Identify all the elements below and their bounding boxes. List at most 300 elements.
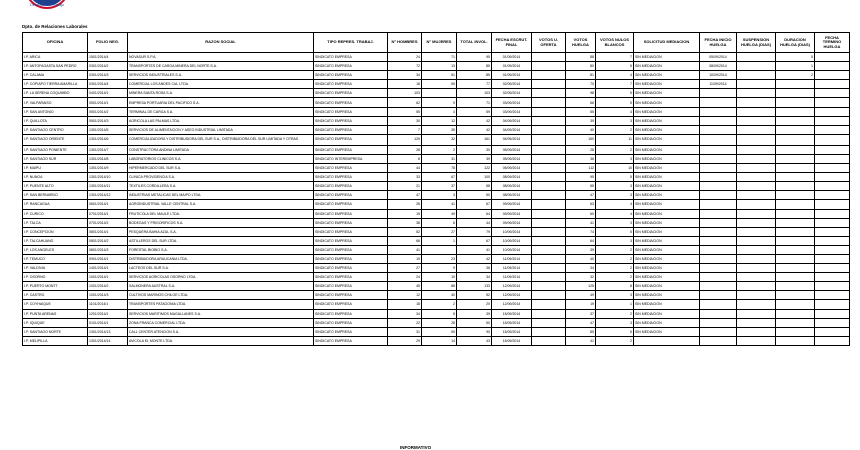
table-cell — [737, 71, 776, 80]
table-cell — [815, 336, 850, 345]
table-cell — [700, 282, 737, 291]
table-cell: SIN MEDIACION — [634, 80, 700, 89]
table-cell — [737, 173, 776, 182]
table-cell: 95 — [457, 53, 492, 62]
table-cell: 15/09/2014 — [492, 327, 532, 336]
table-cell: 49 — [566, 291, 596, 300]
table-cell: SERVICIOS DE ALIMENTACION Y ASEO INDUSTRIAL LIMITADA — [128, 125, 314, 134]
table-cell — [776, 107, 815, 116]
table-cell: 2 — [596, 273, 634, 282]
table-cell — [815, 154, 850, 163]
table-cell: 80 — [566, 62, 596, 71]
table-cell — [532, 173, 566, 182]
table-cell: 33 — [388, 173, 422, 182]
column-header: VOTOS NULOS BLANCOS — [596, 33, 634, 53]
table-cell: 0801/2014/1 — [88, 227, 128, 236]
column-header: TIPO REPRES. TRABAJ. — [314, 33, 388, 53]
table-cell: SINDICATO EMPRESA — [314, 227, 388, 236]
table-cell: 3 — [596, 291, 634, 300]
table-cell — [815, 273, 850, 282]
table-cell: 18 — [388, 300, 422, 309]
table-cell: I.P. PUENTE ALTO — [23, 182, 88, 191]
table-cell: 47 — [566, 191, 596, 200]
table-cell: I.P. SANTIAGO PONIENTE — [23, 145, 88, 154]
table-cell: 64 — [566, 236, 596, 245]
table-cell: 10 — [422, 273, 457, 282]
table-cell — [532, 291, 566, 300]
table-cell: 1 — [422, 236, 457, 245]
table-cell: I.P. SAN ANTONIO — [23, 107, 88, 116]
table-cell: 19 — [566, 300, 596, 309]
table-cell: NOVASUR S.P.A. — [128, 53, 314, 62]
table-cell — [737, 264, 776, 273]
table-cell — [532, 182, 566, 191]
table-cell: I.P. SANTIAGO ORIENTE — [23, 134, 88, 145]
table-cell — [776, 116, 815, 125]
table-cell — [815, 62, 850, 71]
table-cell: SINDICATO EMPRESA — [314, 182, 388, 191]
table-cell: 14 — [422, 336, 457, 345]
table-cell: 4 — [596, 200, 634, 209]
table-cell: 1301/2014/13 — [88, 327, 128, 336]
table-cell — [737, 145, 776, 154]
table-cell: 5 — [596, 62, 634, 71]
table-cell — [532, 154, 566, 163]
table-cell — [532, 71, 566, 80]
table-cell: 41 — [422, 200, 457, 209]
table-cell: 8 — [388, 154, 422, 163]
table-cell: 2 — [596, 309, 634, 318]
table-cell: I.P. SAN BERNARDO — [23, 191, 88, 200]
table-cell: SIN MEDIACION — [634, 218, 700, 227]
table-cell: I.P. VALPARAISO — [23, 98, 88, 107]
table-cell — [815, 145, 850, 154]
table-cell: I.P. CALAMA — [23, 71, 88, 80]
table-cell: SINDICATO EMPRESA — [314, 209, 388, 218]
table-cell: I.P. CASTRO — [23, 291, 88, 300]
table-cell: 41 — [457, 245, 492, 254]
table-cell: SINDICATO EMPRESA — [314, 134, 388, 145]
table-cell: 5 — [776, 53, 815, 62]
table-cell — [700, 164, 737, 173]
table-cell: ZONA FRANCA COMERCIAL LTDA. — [128, 318, 314, 327]
table-cell: I.P. PUERTO MONTT — [23, 282, 88, 291]
table-cell — [532, 236, 566, 245]
table-cell: 41 — [388, 245, 422, 254]
table-cell: I.P. MELIPILLA — [23, 336, 88, 345]
table-cell: I.P. PUNTA ARENAS — [23, 309, 88, 318]
table-cell — [700, 327, 737, 336]
table-cell: SINDICATO EMPRESA — [314, 53, 388, 62]
table-cell — [700, 209, 737, 218]
table-cell — [737, 164, 776, 173]
table-cell — [737, 200, 776, 209]
table-cell — [776, 164, 815, 173]
table-cell: 3 — [422, 191, 457, 200]
table-cell: 39 — [457, 309, 492, 318]
table-cell — [700, 236, 737, 245]
table-cell: 67 — [422, 173, 457, 182]
table-cell — [776, 245, 815, 254]
table-cell: 8 — [596, 282, 634, 291]
table-cell: SIN MEDIACION — [634, 264, 700, 273]
table-cell: 100 — [457, 173, 492, 182]
table-cell: 88 — [422, 282, 457, 291]
table-cell: 09/09/2014 — [492, 209, 532, 218]
table-cell: 85 — [457, 62, 492, 71]
table-cell: 10 — [596, 164, 634, 173]
table-cell: 49 — [422, 209, 457, 218]
table-cell: I.P. OSORNO — [23, 273, 88, 282]
table-cell — [776, 318, 815, 327]
table-row — [23, 218, 850, 227]
table-cell: 2 — [776, 71, 815, 80]
table-cell: 44 — [388, 164, 422, 173]
table-row — [23, 236, 850, 245]
table-cell: 11/09/2014 — [492, 273, 532, 282]
table-cell — [532, 309, 566, 318]
table-cell: SINDICATO EMPRESA — [314, 254, 388, 263]
table-cell: 47 — [388, 191, 422, 200]
table-cell: 67 — [457, 236, 492, 245]
table-cell: 03/09/2014 — [492, 98, 532, 107]
table-cell: 24 — [388, 53, 422, 62]
table-cell — [737, 154, 776, 163]
table-cell: 78 — [422, 164, 457, 173]
table-cell — [532, 327, 566, 336]
table-cell: 24 — [388, 273, 422, 282]
table-cell — [532, 300, 566, 309]
table-cell — [737, 89, 776, 98]
table-cell: CULTIVOS MARINOS CHILOE LTDA. — [128, 291, 314, 300]
table-cell: 50 — [457, 191, 492, 200]
table-cell — [776, 191, 815, 200]
table-cell — [815, 282, 850, 291]
table-cell: 88 — [566, 53, 596, 62]
table-cell: I.P. CONCEPCION — [23, 227, 88, 236]
table-cell: 103 — [457, 89, 492, 98]
table-cell: 3 — [596, 154, 634, 163]
table-cell: 30 — [457, 145, 492, 154]
table-cell — [776, 125, 815, 134]
table-cell — [700, 145, 737, 154]
table-cell — [776, 89, 815, 98]
table-cell: SIN MEDIACION — [634, 116, 700, 125]
table-cell — [815, 209, 850, 218]
table-row — [23, 318, 850, 327]
table-cell: 5 — [422, 309, 457, 318]
table-cell: 26 — [388, 200, 422, 209]
table-cell: I.P. RANCAGUA — [23, 200, 88, 209]
table-cell — [776, 218, 815, 227]
table-cell: SINDICATO EMPRESA — [314, 236, 388, 245]
table-cell — [532, 191, 566, 200]
table-cell: 64 — [457, 209, 492, 218]
table-cell — [737, 227, 776, 236]
table-cell: 18 — [388, 80, 422, 89]
table-cell: SIN MEDIACION — [634, 125, 700, 134]
table-row — [23, 125, 850, 134]
table-cell: 161 — [457, 134, 492, 145]
table-cell — [532, 125, 566, 134]
table-cell: 28 — [422, 318, 457, 327]
table-cell: 3 — [596, 116, 634, 125]
table-cell: 71 — [422, 53, 457, 62]
table-cell — [700, 200, 737, 209]
table-cell — [776, 134, 815, 145]
table-cell: 0701/2014/1 — [88, 209, 128, 218]
table-cell: 05/09/2014 — [492, 154, 532, 163]
table-cell — [737, 98, 776, 107]
table-cell: 01/09/2014 — [492, 53, 532, 62]
table-row — [23, 245, 850, 254]
table-cell: SIN MEDIACION — [634, 191, 700, 200]
table-cell — [700, 89, 737, 98]
column-header: SUSPENSION HUELGA (DIAS) — [737, 33, 776, 53]
table-cell — [532, 89, 566, 98]
table-cell: LACTEOS DEL SUR S.A. — [128, 264, 314, 273]
table-cell: 34 — [388, 71, 422, 80]
table-cell — [532, 318, 566, 327]
table-cell: I.P. NUNOA — [23, 173, 88, 182]
table-cell — [700, 173, 737, 182]
table-cell: FRUTICOLA DEL MAULE LTDA. — [128, 209, 314, 218]
table-cell: SIN MEDIACION — [634, 154, 700, 163]
column-header: FECHA INICIO HUELGA — [700, 33, 737, 53]
table-cell: 122 — [457, 164, 492, 173]
table-row — [23, 254, 850, 263]
table-cell: 67 — [457, 200, 492, 209]
table-cell: 1301/2014/10 — [88, 173, 128, 182]
table-cell: 28 — [566, 145, 596, 154]
table-cell: 63 — [566, 200, 596, 209]
table-row — [23, 164, 850, 173]
table-cell: 95 — [566, 173, 596, 182]
table-cell: COMERCIALIZADORA Y DISTRIBUIDORA DEL SUR S.A., DISTRIBUIDORA DEL SUR LIMITADA Y OTRAS — [128, 134, 314, 145]
table-cell — [532, 62, 566, 71]
table-cell: 08/09/2014 — [492, 173, 532, 182]
table-cell: 05/09/2014 — [492, 164, 532, 173]
table-cell: TEXTILES CORDILLERA S.A. — [128, 182, 314, 191]
table-cell: I.P. LA SERENA COQUIMBO — [23, 89, 88, 98]
table-cell — [815, 80, 850, 89]
table-cell: I.P. ARICA — [23, 53, 88, 62]
table-cell — [700, 300, 737, 309]
table-cell: SALMONERA AUSTRAL S.A. — [128, 282, 314, 291]
column-header: RAZON SOCIAL — [128, 33, 314, 53]
table-cell: 10/09/2014 — [492, 227, 532, 236]
table-row — [23, 336, 850, 345]
table-cell: 0901/2014/1 — [88, 254, 128, 263]
table-cell — [815, 98, 850, 107]
table-cell — [700, 273, 737, 282]
table-cell: 1001/2014/3 — [88, 291, 128, 300]
table-cell: 55 — [566, 182, 596, 191]
table-cell: 09/09/2014 — [492, 218, 532, 227]
table-cell: 3 — [596, 236, 634, 245]
table-cell: 10/09/2014 — [492, 245, 532, 254]
table-cell — [815, 236, 850, 245]
table-cell: CLINICA PROVIDENCIA S.A. — [128, 173, 314, 182]
table-row — [23, 191, 850, 200]
table-cell: 15/09/2014 — [492, 318, 532, 327]
table-cell: 1001/2014/2 — [88, 282, 128, 291]
table-cell: SIN MEDIACION — [634, 164, 700, 173]
table-cell: 1301/2014/12 — [88, 191, 128, 200]
table-cell: 0301/2014/2 — [88, 62, 128, 71]
table-cell — [532, 227, 566, 236]
table-cell: SINDICATO EMPRESA — [314, 245, 388, 254]
table-cell: 1301/2014/9 — [88, 164, 128, 173]
table-cell: SIN MEDIACION — [634, 282, 700, 291]
table-cell: 15 — [388, 209, 422, 218]
table-cell: 32 — [566, 273, 596, 282]
table-cell: 10/09/2014 — [700, 71, 737, 80]
table-cell: 4 — [596, 209, 634, 218]
table-row — [23, 80, 850, 89]
table-cell — [700, 309, 737, 318]
table-cell — [737, 182, 776, 191]
table-cell: I.P. SANTIAGO NORTE — [23, 327, 88, 336]
table-cell: 5 — [596, 98, 634, 107]
table-cell — [815, 53, 850, 62]
table-cell: 98 — [566, 89, 596, 98]
table-cell — [737, 309, 776, 318]
table-cell: 77 — [457, 80, 492, 89]
table-cell: 85 — [457, 71, 492, 80]
table-cell — [776, 273, 815, 282]
table-cell — [737, 300, 776, 309]
table-cell: 133 — [457, 282, 492, 291]
table-cell: 04/09/2014 — [492, 134, 532, 145]
table-cell — [700, 227, 737, 236]
table-row — [23, 107, 850, 116]
table-row — [23, 264, 850, 273]
table-cell: CALL CENTER ATENCION S.A. — [128, 327, 314, 336]
table-cell: 6 — [422, 218, 457, 227]
table-cell: 45 — [388, 282, 422, 291]
table-cell: ASTILLEROS DEL SUR LTDA. — [128, 236, 314, 245]
table-cell: AGRICOLA LAS PALMAS LTDA. — [128, 116, 314, 125]
table-cell: 3 — [596, 182, 634, 191]
table-cell — [700, 254, 737, 263]
table-cell: SINDICATO EMPRESA — [314, 191, 388, 200]
table-cell: 12 — [422, 116, 457, 125]
table-cell: 22 — [388, 318, 422, 327]
table-cell: 5 — [596, 89, 634, 98]
table-row — [23, 182, 850, 191]
table-cell: 3 — [596, 191, 634, 200]
table-cell: 15/09/2014 — [492, 336, 532, 345]
table-cell — [737, 273, 776, 282]
table-cell: SINDICATO EMPRESA — [314, 327, 388, 336]
table-cell — [700, 218, 737, 227]
table-cell: 21 — [388, 182, 422, 191]
table-cell: 5 — [596, 327, 634, 336]
table-cell: 01/09/2014 — [492, 71, 532, 80]
column-header: FECHA ESCRUT. FINAL — [492, 33, 532, 53]
table-cell: 66 — [566, 98, 596, 107]
table-cell — [532, 116, 566, 125]
column-header: SOLICITUD MEDIACION — [634, 33, 700, 53]
table-cell: SIN MEDIACION — [634, 53, 700, 62]
table-cell: 36 — [566, 154, 596, 163]
table-cell: SIN MEDIACION — [634, 254, 700, 263]
table-cell: 41 — [566, 336, 596, 345]
table-cell — [700, 154, 737, 163]
table-cell: SIN MEDIACION — [634, 134, 700, 145]
labor-negotiations-table — [22, 32, 850, 346]
table-cell — [815, 173, 850, 182]
table-cell — [776, 336, 815, 345]
table-cell: 3 — [596, 218, 634, 227]
table-cell: 79 — [457, 227, 492, 236]
table-cell: TERMINAL DE CARGA S.A. — [128, 107, 314, 116]
table-cell: SIN MEDIACION — [634, 291, 700, 300]
table-cell: 01/09/2014 — [492, 62, 532, 71]
table-cell: 36 — [457, 264, 492, 273]
table-cell: 81 — [566, 71, 596, 80]
table-cell: 05/09/2014 — [492, 145, 532, 154]
table-cell: 2 — [596, 254, 634, 263]
table-cell: 4 — [422, 107, 457, 116]
table-cell: 125 — [566, 282, 596, 291]
table-cell: I.P. ANTOFAGASTA SAN PEDRO — [23, 62, 88, 71]
table-cell: SIN MEDIACION — [634, 273, 700, 282]
table-cell — [737, 218, 776, 227]
table-cell: 39 — [457, 154, 492, 163]
table-cell: 60 — [566, 209, 596, 218]
table-row — [23, 200, 850, 209]
table-cell — [737, 282, 776, 291]
table-cell: I.P. SANTIAGO SUR — [23, 154, 88, 163]
table-cell: 129 — [388, 134, 422, 145]
table-cell: 1301/2014/6 — [88, 134, 128, 145]
table-cell: 70 — [566, 80, 596, 89]
table-cell — [815, 264, 850, 273]
table-cell: 11/09/2014 — [700, 80, 737, 89]
table-cell — [532, 145, 566, 154]
table-cell: SIN MEDIACION — [634, 309, 700, 318]
table-row — [23, 145, 850, 154]
table-cell: PESQUERA BAHIA AZUL S.A. — [128, 227, 314, 236]
table-cell — [815, 218, 850, 227]
table-cell — [737, 134, 776, 145]
table-cell: I.P. SANTIAGO CENTRO — [23, 125, 88, 134]
table-cell: 1101/2014/1 — [88, 300, 128, 309]
table-cell — [737, 209, 776, 218]
table-cell: 74 — [566, 227, 596, 236]
table-cell — [737, 191, 776, 200]
table-cell: 0401/2014/1 — [88, 89, 128, 98]
table-cell: SIN MEDIACION — [634, 318, 700, 327]
table-cell — [532, 245, 566, 254]
table-cell: SINDICATO EMPRESA — [314, 116, 388, 125]
table-cell: 2 — [596, 145, 634, 154]
table-cell: SINDICATO EMPRESA — [314, 62, 388, 71]
table-cell — [700, 116, 737, 125]
table-cell: SIN MEDIACION — [634, 327, 700, 336]
table-cell: 0101/2014/1 — [88, 318, 128, 327]
footer-label: INFORMATIVO — [400, 445, 432, 450]
table-cell: 19 — [388, 254, 422, 263]
table-cell: 2 — [422, 145, 457, 154]
table-cell: I.P. CURICO — [23, 209, 88, 218]
table-cell: 20 — [457, 300, 492, 309]
table-cell: SERVICIOS AGRICOLAS OSORNO LTDA. — [128, 273, 314, 282]
table-cell: 15/09/2014 — [492, 309, 532, 318]
table-cell: SINDICATO EMPRESA — [314, 80, 388, 89]
